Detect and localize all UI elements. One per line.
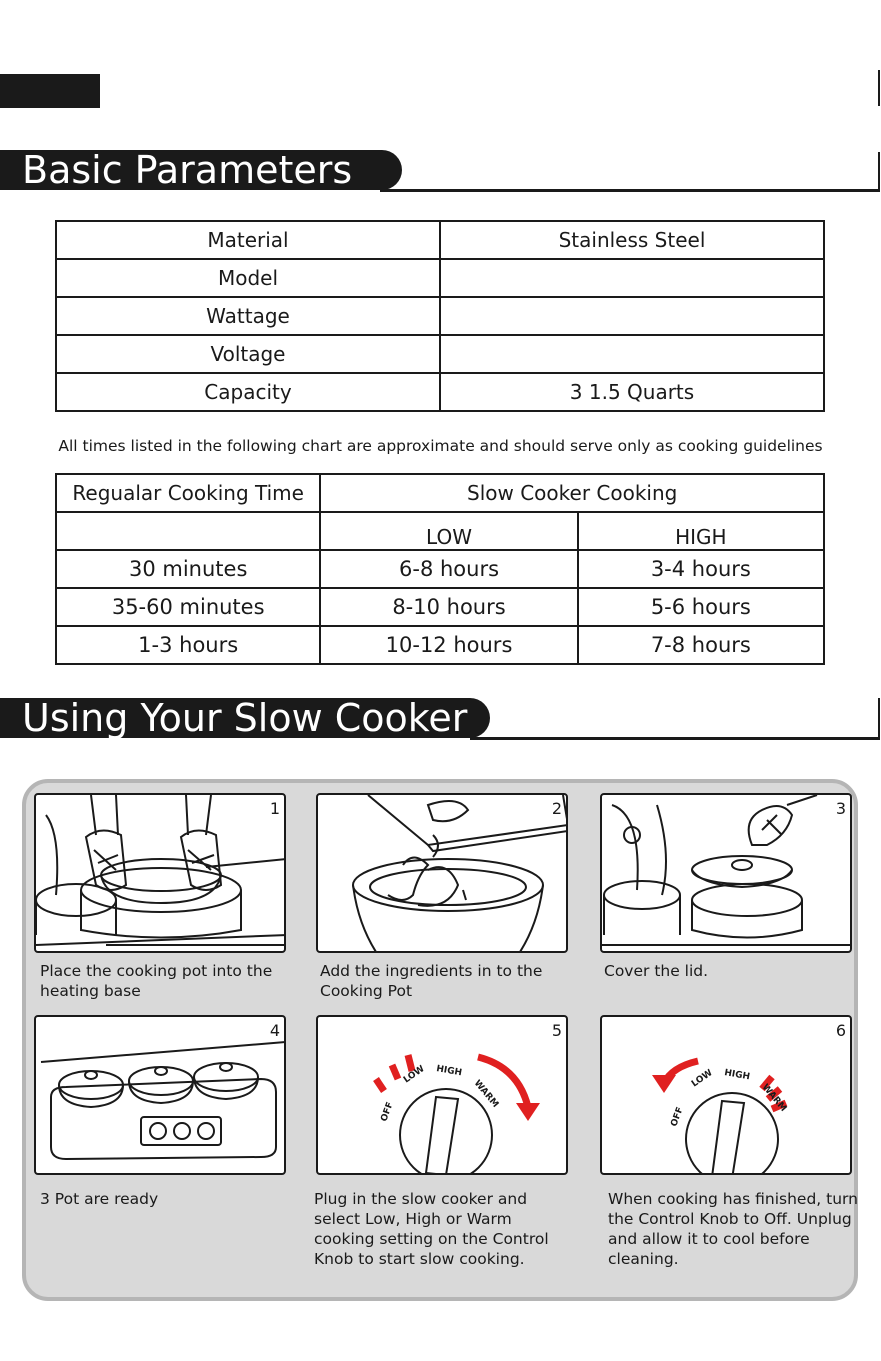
spec-label: Voltage [56,335,440,373]
knob-label-low: LOW [689,1068,715,1090]
column-header-regular: Regualar Cooking Time [56,474,320,512]
table-row [56,550,824,588]
spec-table [55,220,825,412]
step-number: 1 [269,799,280,818]
table-row [56,221,824,259]
page-edge-rule [878,70,880,106]
spec-label: Capacity [56,373,440,411]
control-knob-off-icon [602,1017,852,1175]
table-subheader-row [56,512,824,550]
step-3-text: Cover the lid. [604,962,709,980]
regular-time: 1-3 hours [56,626,320,664]
table-row [56,259,824,297]
step-number: 2 [551,799,562,818]
step-1-illustration [34,793,286,953]
knob-label-warm: WARM [759,1082,789,1114]
spec-label: Material [56,221,440,259]
table-header-row [56,474,824,512]
table-row [56,588,824,626]
low-time: 8-10 hours [320,588,577,626]
table-row [56,297,824,335]
hands-placing-pot-icon [36,795,286,953]
cooking-time-table [55,473,825,665]
step-number: 6 [835,1021,846,1040]
high-time: 3-4 hours [578,550,824,588]
step-6-illustration [600,1015,852,1175]
spec-value: 3 1.5 Quarts [440,373,824,411]
step-4-text: 3 Pot are ready [40,1190,159,1208]
spec-value [440,297,824,335]
step-5-text: Plug in the slow cooker and select Low, High or Warm cooking setting on the Control Knob to start slow cooking. [314,1190,549,1268]
step-3-illustration [600,793,852,953]
step-1-text: Place the cooking pot into the heating base [40,962,273,1000]
section-rule [470,737,880,740]
section-title: Basic Parameters [0,150,402,190]
control-knob-turn-icon [318,1017,568,1175]
table-row [56,373,824,411]
step-number: 3 [835,799,846,818]
high-time: 5-6 hours [578,588,824,626]
section-title: Using Your Slow Cooker [0,698,490,738]
knob-label-warm: WARM [471,1078,501,1110]
step-5-illustration [316,1015,568,1175]
regular-time: 30 minutes [56,550,320,588]
empty-cell [56,512,320,550]
section-header-basic-parameters [0,150,881,194]
high-time: 7-8 hours [578,626,824,664]
section-rule-end [878,152,880,192]
regular-time: 35-60 minutes [56,588,320,626]
section-rule [380,189,880,192]
step-number: 5 [551,1021,562,1040]
table-row [56,626,824,664]
spec-value [440,259,824,297]
step-2-text: Add the ingredients in to the Cooking Pot [320,962,543,1000]
spec-label: Model [56,259,440,297]
three-pots-ready-icon [36,1017,286,1175]
table-row [56,335,824,373]
section-header-using [0,698,881,742]
step-4-illustration [34,1015,286,1175]
page-tab-marker [0,74,100,108]
knob-label-high: HIGH [435,1064,463,1079]
step-2-illustration [316,793,568,953]
step-6-text: When cooking has finished, turn the Control Knob to Off. Unplug and allow it to cool before cleaning. [608,1190,858,1268]
spec-value [440,335,824,373]
knob-label-off: OFF [669,1105,686,1129]
low-time: 10-12 hours [320,626,577,664]
adding-ingredients-icon [318,795,568,953]
cooking-time-note: All times listed in the following chart are approximate and should serve only as cooking guidelines [58,437,823,455]
spec-label: Wattage [56,297,440,335]
column-header-high: HIGH [578,512,824,550]
low-time: 6-8 hours [320,550,577,588]
section-rule-end [878,698,880,740]
covering-lid-icon [602,795,852,953]
knob-label-low: LOW [401,1064,427,1086]
spec-value: Stainless Steel [440,221,824,259]
knob-label-high: HIGH [723,1068,751,1083]
column-header-low: LOW [320,512,577,550]
knob-label-off: OFF [379,1100,396,1124]
steps-panel [22,779,858,1301]
step-number: 4 [269,1021,280,1040]
column-header-slow-cooker: Slow Cooker Cooking [320,474,824,512]
